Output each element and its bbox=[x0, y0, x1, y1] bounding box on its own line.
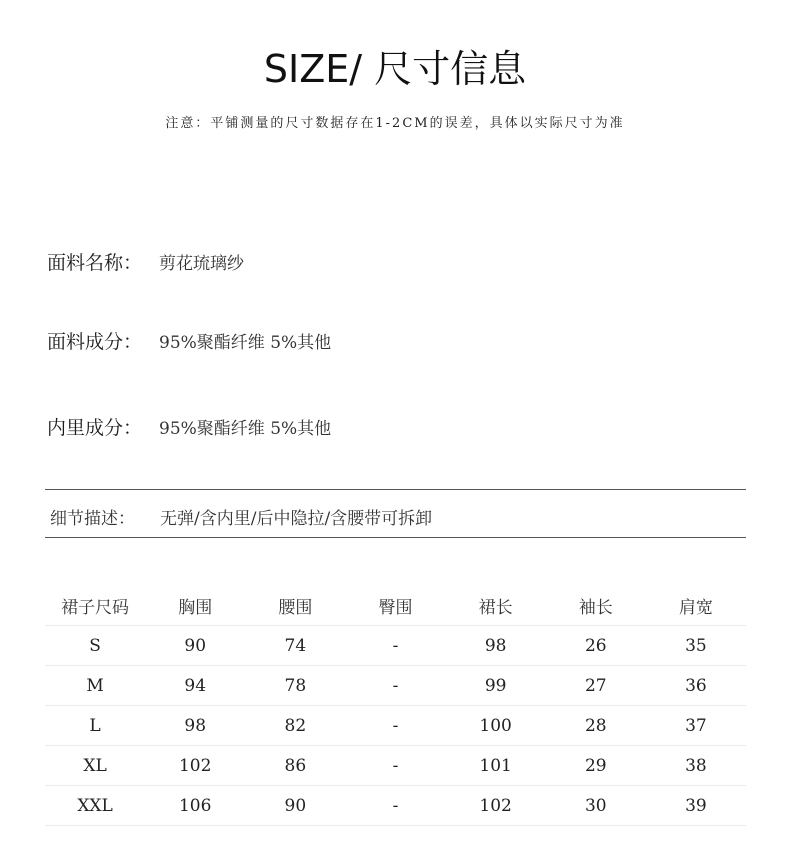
page-title: SIZE/ 尺寸信息 bbox=[263, 47, 527, 91]
fabric-name-row bbox=[47, 248, 244, 275]
cell-shoulder-width: 39 bbox=[646, 786, 746, 826]
cell-shoulder-width: 38 bbox=[646, 746, 746, 786]
cell-bust: 106 bbox=[145, 786, 245, 826]
cell-waist: 90 bbox=[245, 786, 345, 826]
header-size: 裙子尺码 bbox=[45, 585, 145, 626]
table-row bbox=[45, 706, 746, 746]
cell-sleeve-length: 28 bbox=[546, 706, 646, 746]
detail-value: 无弹/含内里/后中隐拉/含腰带可拆卸 bbox=[160, 509, 433, 529]
table-row bbox=[45, 786, 746, 826]
header-sleeve-length: 袖长 bbox=[546, 585, 646, 626]
header-waist: 腰围 bbox=[245, 585, 345, 626]
divider-bottom bbox=[45, 537, 746, 538]
cell-hip: - bbox=[345, 706, 445, 746]
cell-sleeve-length: 30 bbox=[546, 786, 646, 826]
cell-shoulder-width: 37 bbox=[646, 706, 746, 746]
measurement-note: 注意：平铺测量的尺寸数据存在1-2CM的误差，具体以实际尺寸为准 bbox=[165, 116, 625, 131]
fabric-composition-value: 95%聚酯纤维 5%其他 bbox=[159, 333, 332, 353]
header-bust: 胸围 bbox=[145, 585, 245, 626]
lining-composition-label: 内里成分： bbox=[47, 417, 143, 439]
cell-bust: 94 bbox=[145, 666, 245, 706]
detail-label: 细节描述： bbox=[50, 509, 135, 529]
cell-bust: 98 bbox=[145, 706, 245, 746]
divider-top bbox=[45, 489, 746, 490]
fabric-composition-row bbox=[47, 327, 331, 354]
cell-waist: 74 bbox=[245, 626, 345, 666]
cell-waist: 82 bbox=[245, 706, 345, 746]
cell-shoulder-width: 36 bbox=[646, 666, 746, 706]
cell-hip: - bbox=[345, 666, 445, 706]
table-row bbox=[45, 626, 746, 666]
lining-composition-row bbox=[47, 413, 331, 440]
header-hip: 臀围 bbox=[345, 585, 445, 626]
cell-size: XL bbox=[45, 746, 145, 786]
size-table bbox=[45, 585, 746, 826]
detail-row bbox=[50, 504, 432, 529]
cell-size: M bbox=[45, 666, 145, 706]
cell-waist: 78 bbox=[245, 666, 345, 706]
header-skirt-length: 裙长 bbox=[446, 585, 546, 626]
cell-bust: 90 bbox=[145, 626, 245, 666]
cell-skirt-length: 99 bbox=[446, 666, 546, 706]
cell-waist: 86 bbox=[245, 746, 345, 786]
cell-hip: - bbox=[345, 786, 445, 826]
fabric-composition-label: 面料成分： bbox=[47, 331, 143, 353]
cell-skirt-length: 102 bbox=[446, 786, 546, 826]
size-table-header-row bbox=[45, 585, 746, 626]
cell-skirt-length: 101 bbox=[446, 746, 546, 786]
cell-skirt-length: 100 bbox=[446, 706, 546, 746]
header-shoulder-width: 肩宽 bbox=[646, 585, 746, 626]
cell-sleeve-length: 29 bbox=[546, 746, 646, 786]
cell-size: XXL bbox=[45, 786, 145, 826]
cell-bust: 102 bbox=[145, 746, 245, 786]
fabric-name-value: 剪花琉璃纱 bbox=[159, 254, 244, 274]
cell-hip: - bbox=[345, 626, 445, 666]
fabric-name-label: 面料名称： bbox=[47, 252, 143, 274]
cell-size: S bbox=[45, 626, 145, 666]
cell-shoulder-width: 35 bbox=[646, 626, 746, 666]
cell-size: L bbox=[45, 706, 145, 746]
table-row bbox=[45, 666, 746, 706]
cell-sleeve-length: 26 bbox=[546, 626, 646, 666]
table-row bbox=[45, 746, 746, 786]
cell-sleeve-length: 27 bbox=[546, 666, 646, 706]
cell-skirt-length: 98 bbox=[446, 626, 546, 666]
cell-hip: - bbox=[345, 746, 445, 786]
lining-composition-value: 95%聚酯纤维 5%其他 bbox=[159, 419, 332, 439]
